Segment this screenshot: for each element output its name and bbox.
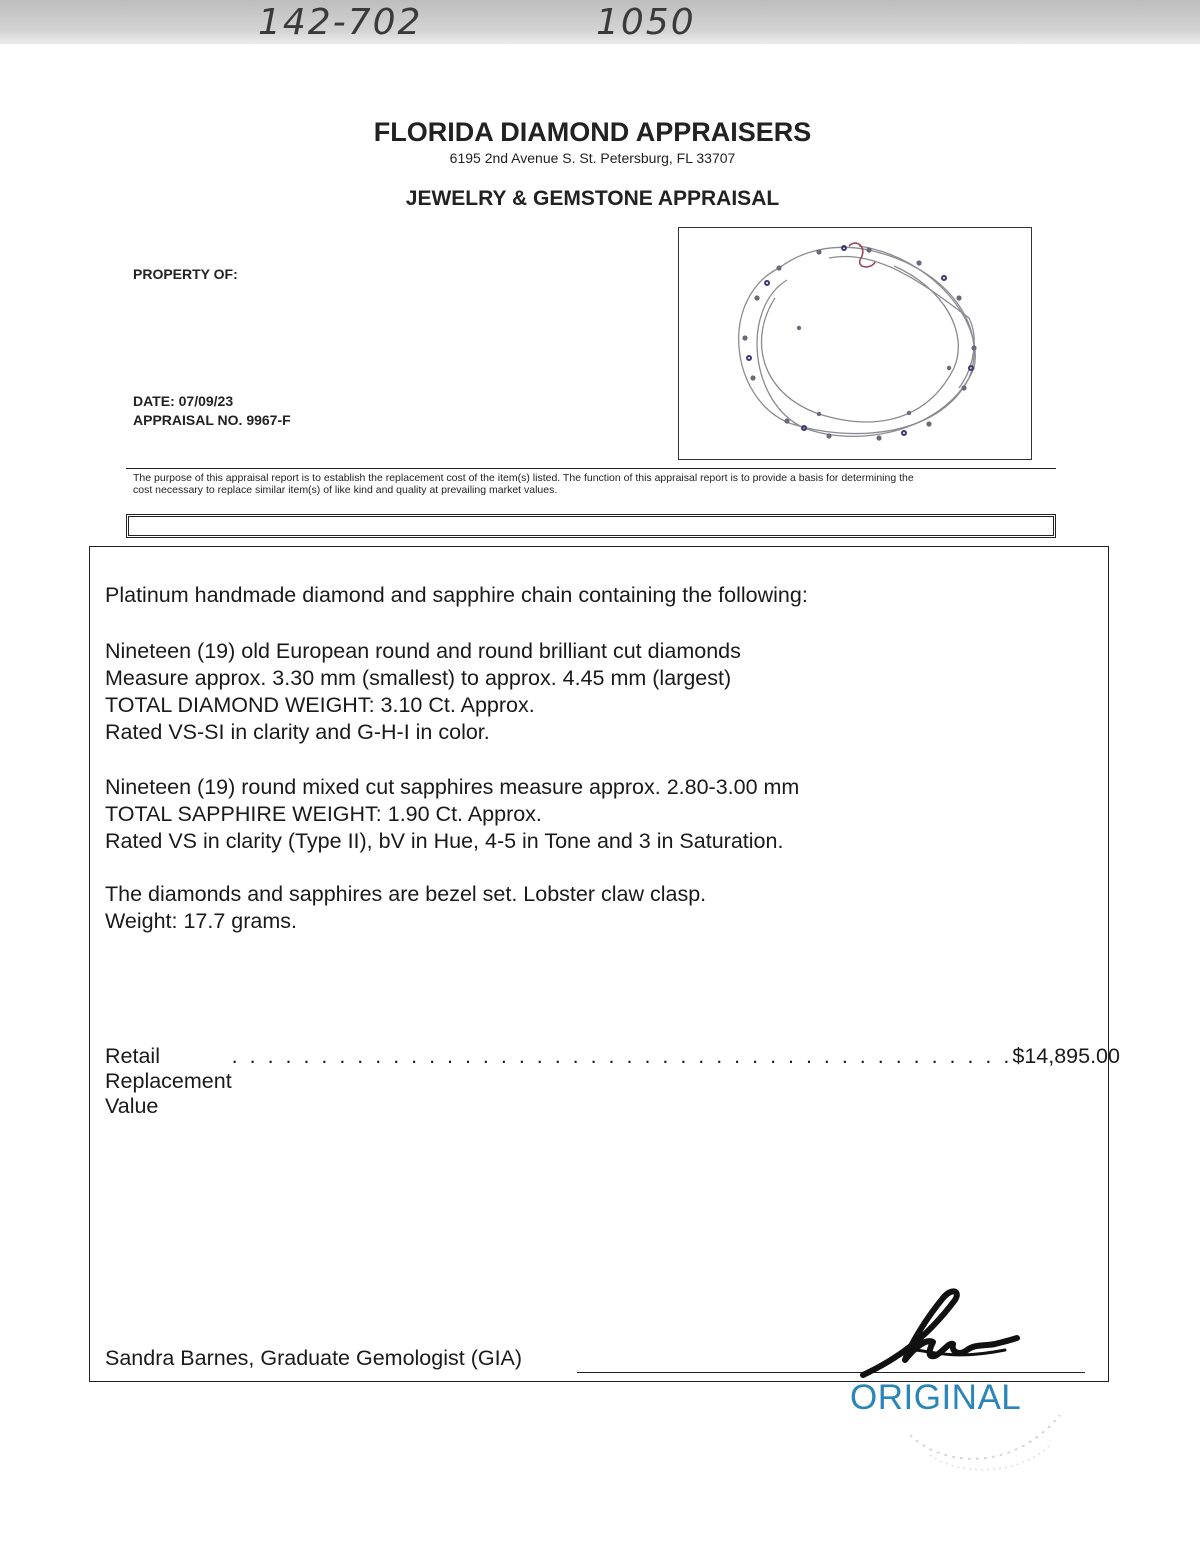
- company-address: 6195 2nd Avenue S. St. Petersburg, FL 33707: [449, 150, 736, 166]
- setting-line: The diamonds and sapphires are bezel set. Lobster claw clasp.: [105, 882, 707, 906]
- appraisal-number-field: [133, 412, 291, 428]
- handwritten-note-right: 1050: [596, 2, 696, 43]
- retail-value-label: Retail Replacement Value: [105, 1044, 232, 1118]
- setting-details: [105, 881, 706, 935]
- clasp-mark: [849, 243, 875, 267]
- handwritten-note-left: 142-702: [258, 2, 423, 43]
- date-value: 07/09/23: [178, 393, 234, 409]
- chain-necklace-image: [679, 228, 1031, 459]
- diamond-line: TOTAL DIAMOND WEIGHT: 3.10 Ct. Approx.: [105, 693, 535, 717]
- setting-line: Weight: 17.7 grams.: [105, 909, 297, 933]
- description-intro: Platinum handmade diamond and sapphire chain containing the following:: [105, 583, 808, 607]
- diamond-line: Nineteen (19) old European round and round brilliant cut diamonds: [105, 639, 741, 663]
- appraiser-name: Sandra Barnes, Graduate Gemologist (GIA): [105, 1346, 523, 1370]
- appraisal-number-label: APPRAISAL NO.: [133, 412, 243, 428]
- embossed-seal-mark: [900, 1395, 1070, 1485]
- diamond-details: [105, 638, 741, 746]
- company-name: FLORIDA DIAMOND APPRAISERS: [373, 117, 812, 147]
- property-label: PROPERTY OF:: [133, 266, 238, 282]
- sapphire-line: TOTAL SAPPHIRE WEIGHT: 1.90 Ct. Approx.: [105, 802, 542, 826]
- item-photo: [678, 227, 1032, 460]
- leader-dots: . . . . . . . . . . . . . . . . . . . . . . . . . . . . . . . . . . . . . . . . . . . .: [231, 1044, 1013, 1068]
- purpose-statement: [133, 472, 1048, 496]
- date-label: DATE:: [133, 393, 175, 409]
- sapphire-line: Nineteen (19) round mixed cut sapphires measure approx. 2.80-3.00 mm: [105, 775, 800, 799]
- document-title: JEWELRY & GEMSTONE APPRAISAL: [405, 187, 780, 210]
- handwritten-signature: [855, 1280, 1025, 1390]
- date-field: [133, 393, 233, 409]
- divider-line: [126, 468, 1056, 469]
- diamond-line: Measure approx. 3.30 mm (smallest) to approx. 4.45 mm (largest): [105, 666, 732, 690]
- sapphire-details: [105, 774, 799, 855]
- retail-value-amount: $14,895.00: [1012, 1044, 1120, 1068]
- purpose-line-1: The purpose of this appraisal report is to establish the replacement cost of the item(s) listed. The function of this appraisal report is to provide a basis for determining the: [133, 472, 914, 484]
- double-rule-box: [126, 514, 1056, 538]
- purpose-line-2: cost necessary to replace similar item(s) of like kind and quality at prevailing market values.: [133, 484, 558, 496]
- diamond-line: Rated VS-SI in clarity and G-H-I in color.: [105, 720, 490, 744]
- appraisal-number-value: 9967-F: [246, 412, 291, 428]
- original-stamp: ORIGINAL: [850, 1378, 1022, 1417]
- retail-value-row: [105, 1044, 1120, 1119]
- sapphire-line: Rated VS in clarity (Type II), bV in Hue, 4-5 in Tone and 3 in Saturation.: [105, 829, 784, 853]
